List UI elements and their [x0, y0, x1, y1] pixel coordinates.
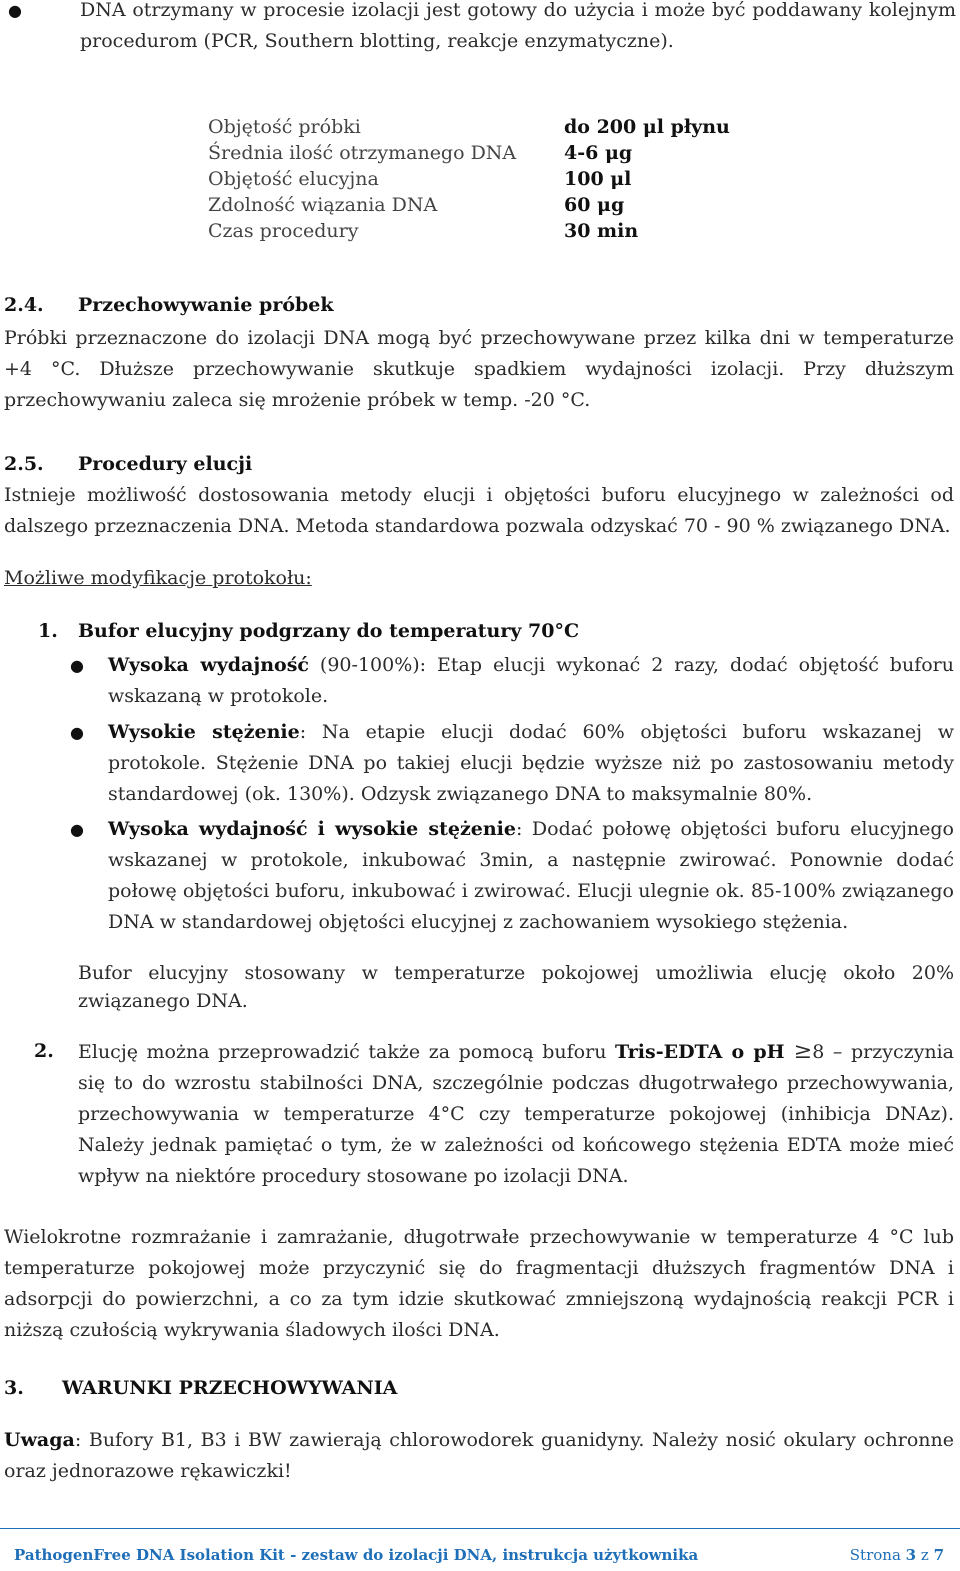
total-pages: 7 [933, 1546, 944, 1564]
spec-value: do 200 μl płynu [564, 116, 730, 138]
item-2-text-a: Elucję można przeprowadzić także za pomocą buforu [78, 1041, 616, 1063]
bullet-icon: ● [70, 656, 84, 675]
section-2-4-text: Próbki przeznaczone do izolacji DNA mogą być przechowywane przez kilka dni w temperaturze +4 °C. Dłuższe przechowywanie skutkuje spadkiem wydajności izolacji. Przy dłuższym przechowywaniu zaleca się mrożenie próbek w temp. -20 °C. [4, 327, 954, 411]
spec-value: 4-6 μg [564, 142, 633, 164]
list-item [108, 717, 954, 810]
spec-row [208, 166, 730, 192]
list-item [108, 650, 954, 712]
spec-table [208, 114, 730, 244]
intro-bullet-text: DNA otrzymany w procesie izolacji jest gotowy do użycia i może być poddawany kolejnym procedurom (PCR, Southern blotting, reakcje enzymatyczne). [80, 0, 956, 52]
list-item-bold: Wysokie stężenie [108, 721, 300, 743]
footer-divider [0, 1528, 960, 1529]
modifications-heading: Możliwe modyfikacje protokołu: [4, 567, 312, 589]
footer-title: PathogenFree DNA Isolation Kit - zestaw do izolacji DNA, instrukcja użytkownika [14, 1546, 699, 1564]
list-item [108, 814, 954, 938]
section-2-4-title: Przechowywanie próbek [78, 294, 334, 316]
geq-symbol: ≥ [793, 1039, 813, 1064]
current-page: 3 [905, 1546, 917, 1564]
bullet-icon: ● [8, 1, 22, 20]
spec-row [208, 192, 730, 218]
item-2-text-b: 8 – przyczynia się to do wzrostu stabilności DNA, szczególnie podczas długotrwałego przechowywania, przechowywania w temperaturze 4°C czy temperaturze pokojowej (inhibicja DNAz). Należy jednak pamiętać o tym, że w zależności od końcowego stężenia EDTA może mieć wpływ na niektóre procedury stosowane po izolacji DNA. [78, 1041, 955, 1187]
spec-label: Średnia ilość otrzymanego DNA [208, 142, 517, 164]
page-label: Strona [849, 1546, 906, 1564]
section-2-5-title: Procedury elucji [78, 453, 253, 475]
spec-value: 30 min [564, 220, 639, 242]
section-2-5-number: 2.5. [4, 453, 44, 475]
bullet-icon: ● [70, 723, 84, 742]
spec-row [208, 114, 730, 140]
item-2-bold: Tris-EDTA o pH [615, 1041, 794, 1063]
item-1-note: Bufor elucyjny stosowany w temperaturze pokojowej umożliwia elucję około 20% związanego DNA. [78, 962, 954, 1012]
section-2-5-text: Istnieje możliwość dostosowania metody elucji i objętości buforu elucyjnego w zależności od dalszego przeznaczenia DNA. Metoda standardowa pozwala odzyskać 70 - 90 % związanego DNA. [4, 484, 954, 537]
section-2-4-heading [4, 290, 44, 321]
list-item-bold: Wysoka wydajność [108, 654, 309, 676]
item-2-number: 2. [34, 1040, 54, 1062]
spec-label: Objętość próbki [208, 116, 361, 138]
bullet-icon: ● [70, 820, 84, 839]
section-3-number: 3. [4, 1377, 24, 1399]
section-number: 2.4. [4, 294, 44, 316]
freeze-paragraph: Wielokrotne rozmrażanie i zamrażanie, długotrwałe przechowywanie w temperaturze 4 °C lub temperaturze pokojowej może przyczynić się do fragmentacji dłuższych fragmentów DNA i adsorpcji do powierzchni, a co za tym idzie skutkować zmniejszoną wydajnością reakcji PCR i niższą czułością wykrywania śladowych ilości DNA. [4, 1226, 954, 1341]
list-item-text: : Na etapie elucji dodać 60% objętości buforu wskazanej w protokole. Stężenie DNA po takiej elucji będzie wyższe niż po zastosowaniu metody standardowej (ok. 130%). Odzysk związanego DNA to maksymalnie 80%. [108, 721, 954, 805]
item-1-title: Bufor elucyjny podgrzany do temperatury 70°C [78, 620, 580, 642]
spec-value: 100 μl [564, 168, 632, 190]
section-3-title: WARUNKI PRZECHOWYWANIA [62, 1377, 398, 1399]
page-number [850, 1540, 944, 1571]
page-of: z [916, 1546, 934, 1564]
item-2-text [78, 1036, 954, 1192]
spec-label: Czas procedury [208, 220, 359, 242]
spec-label: Zdolność wiązania DNA [208, 194, 438, 216]
spec-row [208, 218, 730, 244]
warning-label: Uwaga [4, 1429, 75, 1451]
list-item-bold: Wysoka wydajność i wysokie stężenie [108, 818, 516, 840]
spec-label: Objętość elucyjna [208, 168, 379, 190]
spec-value: 60 μg [564, 194, 625, 216]
list-item-text: : Dodać połowę objętości buforu elucyjnego wskazanej w protokole, inkubować 3min, a następnie zwirować. Ponownie dodać połowę objętości buforu, inkubować i zwirować. Elucji ulegnie ok. 85-100% związanego DNA w standardowej objętości elucyjnej z zachowaniem wysokiego stężenia. [108, 818, 954, 933]
list-item-text: (90-100%): Etap elucji wykonać 2 razy, dodać objętość buforu wskazaną w protokole. [108, 654, 954, 707]
item-1-number: 1. [38, 620, 58, 642]
warning-text: : Bufory B1, B3 i BW zawierają chlorowodorek guanidyny. Należy nosić okulary ochronne oraz jednorazowe rękawiczki! [4, 1429, 954, 1482]
warning-paragraph [4, 1425, 954, 1487]
spec-row [208, 140, 730, 166]
